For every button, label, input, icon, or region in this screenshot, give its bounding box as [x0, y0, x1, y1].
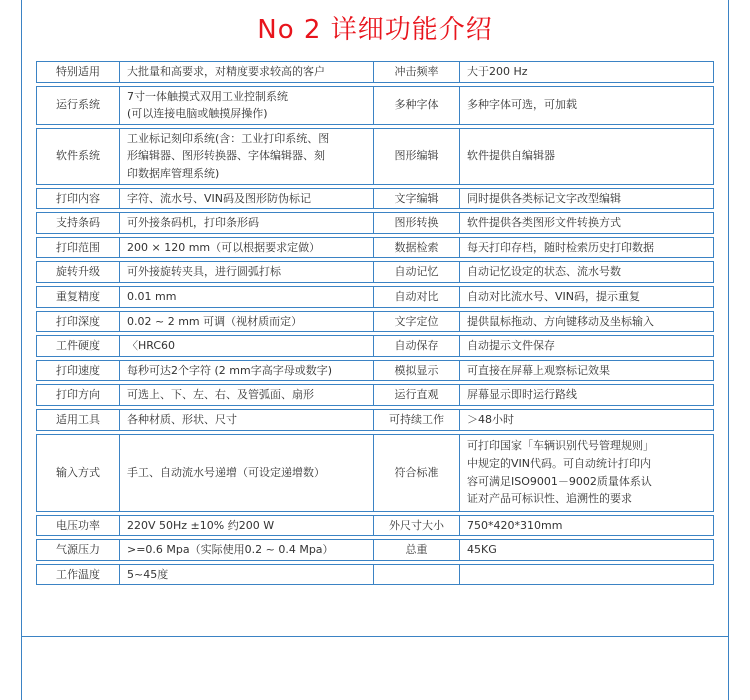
table-row [36, 384, 714, 406]
page-title: No 2 详细功能介绍 [257, 15, 493, 45]
row-label: 工件硬度 [36, 335, 120, 357]
row-label [374, 564, 460, 586]
row-label: 适用工具 [36, 409, 120, 431]
row-label: 运行直观 [374, 384, 460, 406]
row-label: 输入方式 [36, 434, 120, 512]
row-label: 打印方向 [36, 384, 120, 406]
row-value: 手工、自动流水号递增（可设定递增数） [120, 434, 374, 512]
row-value: 屏幕显示即时运行路线 [460, 384, 714, 406]
row-value: 750*420*310mm [460, 515, 714, 537]
row-label: 总重 [374, 539, 460, 561]
row-value: 可直接在屏幕上观察标记效果 [460, 360, 714, 382]
table-row [36, 188, 714, 210]
table-row [36, 434, 714, 512]
row-value: 自动对比流水号、VIN码，提示重复 [460, 286, 714, 308]
row-label: 数据检索 [374, 237, 460, 259]
row-value: 提供鼠标拖动、方向键移动及坐标输入 [460, 311, 714, 333]
row-label: 图形编辑 [374, 128, 460, 185]
row-label: 打印内容 [36, 188, 120, 210]
table-row [36, 286, 714, 308]
row-label: 打印速度 [36, 360, 120, 382]
table-row [36, 61, 714, 83]
row-value: 每天打印存档，随时检索历史打印数据 [460, 237, 714, 259]
row-value: 5~45度 [120, 564, 374, 586]
row-value: 大于200 Hz [460, 61, 714, 83]
table-row [36, 360, 714, 382]
row-label: 旋转升级 [36, 261, 120, 283]
row-value: 多种字体可选，可加载 [460, 86, 714, 125]
row-value: ＞48小时 [460, 409, 714, 431]
row-value: 工业标记刻印系统(含：工业打印系统、图 形编辑器、图形转换器、字体编辑器、刻 印数据库管理系统) [120, 128, 374, 185]
row-value: 0.02 ~ 2 mm 可调（视材质而定） [120, 311, 374, 333]
row-label: 运行系统 [36, 86, 120, 125]
row-label: 模拟显示 [374, 360, 460, 382]
row-value: 可外接条码机，打印条形码 [120, 212, 374, 234]
row-label: 外尺寸大小 [374, 515, 460, 537]
row-label: 支持条码 [36, 212, 120, 234]
row-value: >=0.6 Mpa（实际使用0.2 ~ 0.4 Mpa） [120, 539, 374, 561]
row-label: 打印深度 [36, 311, 120, 333]
row-label: 多种字体 [374, 86, 460, 125]
row-label: 自动对比 [374, 286, 460, 308]
table-row [36, 212, 714, 234]
row-label: 打印范围 [36, 237, 120, 259]
row-value: 可外接旋转夹具，进行圆弧打标 [120, 261, 374, 283]
row-value: 各种材质、形状、尺寸 [120, 409, 374, 431]
row-value: 200 × 120 mm（可以根据要求定做） [120, 237, 374, 259]
row-label: 符合标准 [374, 434, 460, 512]
row-label: 冲击频率 [374, 61, 460, 83]
row-value: 7寸一体触摸式双用工业控制系统 (可以连接电脑或触摸屏操作) [120, 86, 374, 125]
row-value: 同时提供各类标记文字改型编辑 [460, 188, 714, 210]
row-label: 电压功率 [36, 515, 120, 537]
row-value: 自动记忆设定的状态、流水号数 [460, 261, 714, 283]
row-label: 工作温度 [36, 564, 120, 586]
row-label: 图形转换 [374, 212, 460, 234]
row-label: 特别适用 [36, 61, 120, 83]
row-value: 可打印国家「车辆识别代号管理规则」 中规定的VIN代码。可自动统计打印内 容可满足ISO9001－9002质量体系认 证对产品可标识性、追溯性的要求 [460, 434, 714, 512]
row-label: 文字定位 [374, 311, 460, 333]
row-value: 可选上、下、左、右、及管弧面、扇形 [120, 384, 374, 406]
table-row [36, 128, 714, 185]
row-label: 自动记忆 [374, 261, 460, 283]
row-value: 字符、流水号、VIN码及图形防伪标记 [120, 188, 374, 210]
row-value: 软件提供自编辑器 [460, 128, 714, 185]
table-row [36, 311, 714, 333]
row-label: 可持续工作 [374, 409, 460, 431]
table-row [36, 539, 714, 561]
row-label: 自动保存 [374, 335, 460, 357]
table-row [36, 515, 714, 537]
row-value [460, 564, 714, 586]
row-label: 气源压力 [36, 539, 120, 561]
row-value: 0.01 mm [120, 286, 374, 308]
row-value: 〈HRC60 [120, 335, 374, 357]
row-label: 软件系统 [36, 128, 120, 185]
table-row [36, 409, 714, 431]
table-row [36, 335, 714, 357]
row-value: 大批量和高要求，对精度要求较高的客户 [120, 61, 374, 83]
row-label: 重复精度 [36, 286, 120, 308]
bottom-divider [21, 636, 729, 637]
row-value: 220V 50Hz ±10% 约200 W [120, 515, 374, 537]
row-value: 45KG [460, 539, 714, 561]
row-value: 软件提供各类图形文件转换方式 [460, 212, 714, 234]
spec-table-body [36, 61, 714, 585]
row-label: 文字编辑 [374, 188, 460, 210]
row-value: 每秒可达2个字符 (2 mm字高字母或数字) [120, 360, 374, 382]
table-row [36, 564, 714, 586]
table-row [36, 261, 714, 283]
spec-table [36, 58, 714, 588]
table-row [36, 237, 714, 259]
row-value: 自动提示文件保存 [460, 335, 714, 357]
table-row [36, 86, 714, 125]
